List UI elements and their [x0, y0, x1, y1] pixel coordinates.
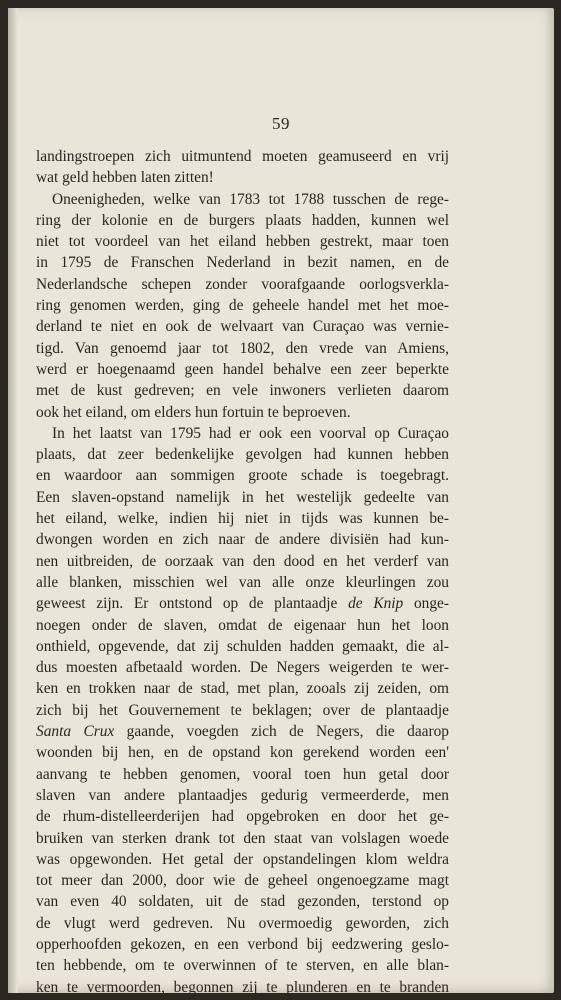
- text-line: niet tot voordeel van het eiland hebben gestrekt, maar toen: [36, 233, 449, 251]
- text-line: dwongen worden en zich naar de andere divisiën had kun-: [36, 531, 449, 549]
- italic-place-name: de Knip: [348, 595, 404, 613]
- text-line: ook het eiland, om elders hun fortuin te beproeven.: [36, 403, 351, 421]
- text-line: was opgewonden. Het getal der opstandelingen klom weldra: [36, 850, 449, 868]
- text-line: en waardoor aan sommigen groote schade is toegebragt.: [36, 467, 449, 485]
- text-line: van even 40 soldaten, uit de stad gezonden, terstond op: [36, 893, 449, 911]
- text-line: de vlugt werd gedreven. Nu overmoedig geworden, zich: [36, 914, 449, 932]
- text-line: plaats, dat zeer bedenkelijke gevolgen had kunnen hebben: [36, 446, 449, 464]
- text-line: met de kust gedreven; en vele inwoners verlieten daarom: [36, 382, 449, 400]
- text-line: dus moesten afbetaald worden. De Negers weigerden te wer-: [36, 659, 449, 677]
- text-line: geweest zijn. Er ontstond op de plantaadje de Knip onge-: [36, 595, 449, 613]
- text-line: tigd. Van genoemd jaar tot 1802, den vrede van Amiens,: [36, 339, 449, 357]
- body-text: [36, 146, 449, 998]
- text-line: onthield, opgevende, dat zij schulden hadden gemaakt, die al-: [36, 637, 449, 655]
- italic-place-name: Santa Crux: [36, 723, 115, 741]
- text-line: ten hebbende, om te overwinnen of te sterven, en alle blan-: [36, 957, 449, 975]
- text-line: de rhum-distelleerderijen had opgebroken en door het ge-: [36, 808, 449, 826]
- text-line: landingstroepen zich uitmuntend moeten geamuseerd en vrij: [36, 148, 449, 165]
- text-line: derland te niet en ook de welvaart van Curaçao was vernie-: [36, 318, 449, 336]
- book-page: [8, 8, 554, 996]
- text-line: opperhoofden gekozen, en een verbond bij eedzwering geslo-: [36, 935, 449, 953]
- text-line: ken te vermoorden, begonnen zij te plunderen en te branden: [36, 978, 449, 996]
- text-line: bruiken van sterken drank tot den staat van volslagen woede: [36, 829, 449, 847]
- text-line: Santa Crux gaande, voegden zich de Negers, die daarop: [36, 723, 449, 741]
- text-line: ring der kolonie en de burgers plaats hadden, kunnen wel: [36, 211, 449, 229]
- text-line: alle blanken, misschien wel van alle onze kleurlingen zou: [36, 573, 449, 591]
- text-line: ken en trokken naar de stad, met plan, zooals zij zeiden, om: [36, 680, 449, 698]
- text-line: nen uitbreiden, de oorzaak van den dood en het verderf van: [36, 552, 449, 570]
- text-line: ring genomen werden, ging de geheele handel met het moe-: [36, 297, 449, 315]
- text-line: In het laatst van 1795 had er ook een voorval op Curaçao: [52, 424, 449, 442]
- text-line: wat geld hebben laten zitten!: [36, 169, 214, 187]
- text-line: het eiland, welke, indien hij niet in tijds was kunnen be-: [36, 510, 449, 528]
- text-line: tot meer dan 2000, door wie de geheel ongenoegzame magt: [36, 872, 449, 890]
- text-line: Een slaven-opstand namelijk in het westelijk gedeelte van: [36, 488, 449, 506]
- page-gutter: [8, 8, 18, 993]
- text-line: woonden bij hen, en de opstand kon gerekend worden een': [36, 744, 449, 762]
- text-line: werd er hoegenaamd geen handel behalve een zeer beperkte: [36, 360, 449, 378]
- text-line: in 1795 de Franschen Nederland in bezit namen, en de: [36, 254, 449, 272]
- text-line: Oneenigheden, welke van 1783 tot 1788 tusschen de rege-: [52, 190, 449, 208]
- text-line: noegen onder de slaven, omdat de eigenaar hun het loon: [36, 616, 449, 634]
- text-line: aanvang te hebben genomen, vooral toen hun getal door: [36, 765, 449, 783]
- text-line: zich bij het Gouvernement te beklagen; over de plantaadje: [36, 701, 449, 719]
- text-line: slaven van andere plantaadjes gedurig vermeerderde, men: [36, 786, 449, 804]
- text-line: Nederlandsche schepen zonder voorafgaande oorlogsverkla-: [36, 275, 449, 293]
- page-number: 59: [272, 114, 290, 133]
